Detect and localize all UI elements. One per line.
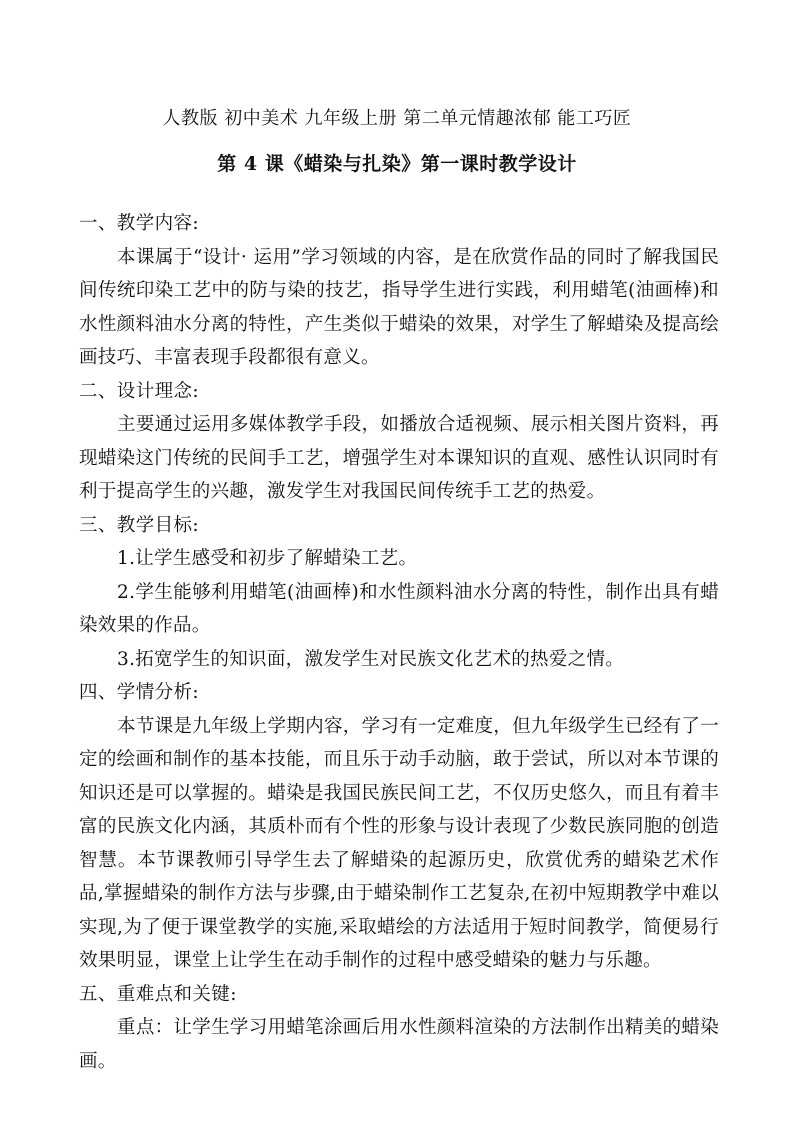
document-body	[79, 207, 719, 1078]
document-title: 第 4 课《蜡染与扎染》第一课时教学设计	[217, 153, 577, 175]
section-heading-goals: 三、教学目标:	[79, 514, 200, 536]
document-subtitle: 人教版 初中美术 九年级上册 第二单元情趣浓郁 能工巧匠	[162, 108, 632, 129]
goal-item: 3.拓宽学生的知识面，激发学生对民族文化艺术的热爱之情。	[117, 648, 625, 670]
section-heading-content: 一、教学内容:	[79, 213, 200, 234]
section-paragraph-analysis: 本节课是九年级上学期内容，学习有一定难度，但九年级学生已经有了一定的绘画和制作的基本技能，而且乐于动手动脑，敢于尝试，所以对本节课的知识还是可以掌握的。蜡染是我国民族民间工艺，不仅历史悠久，而且有着丰富的民族文化内涵，其质朴而有个性的形象与设计表现了少数民族同胞的创造智慧。本节课教师引导学生去了解蜡染的起源历史，欣赏优秀的蜡染艺术作品,掌握蜡染的制作方法与步骤,由于蜡染制作工艺复杂,在初中短期教学中难以实现,为了便于课堂教学的实施,采取蜡绘的方法适用于短时间教学，简便易行效果明显，课堂上让学生在动手制作的过程中感受蜡染的魅力与乐趣。	[79, 715, 719, 971]
section-heading-keypoints: 五、重难点和关键:	[79, 983, 237, 1005]
goal-item: 2.学生能够利用蜡笔(油画棒)和水性颜料油水分离的特性，制作出具有蜡染效果的作品。	[79, 581, 719, 636]
section-paragraph-concept: 主要通过运用多媒体教学手段，如播放合适视频、展示相关图片资料，再现蜡染这门传统的民间手工艺，增强学生对本课知识的直观、感性认识同时有利于提高学生的兴趣，激发学生对我国民间传统手工艺的热爱。	[79, 414, 719, 502]
section-paragraph-content: 本课属于“设计· 运用”学习领域的内容，是在欣赏作品的同时了解我国民间传统印染工艺中的防与染的技艺，指导学生进行实践，利用蜡笔(油画棒)和水性颜料油水分离的特性，产生类似于蜡染的效果，对学生了解蜡染及提高绘画技巧、丰富表现手段都很有意义。	[79, 246, 719, 368]
section-paragraph-keypoints: 重点：让学生学习用蜡笔涂画后用水性颜料渲染的方法制作出精美的蜡染画。	[79, 1017, 719, 1072]
goal-item: 1.让学生感受和初步了解蜡染工艺。	[117, 548, 418, 569]
section-heading-concept: 二、设计理念:	[79, 380, 200, 402]
section-heading-analysis: 四、学情分析:	[79, 682, 200, 703]
